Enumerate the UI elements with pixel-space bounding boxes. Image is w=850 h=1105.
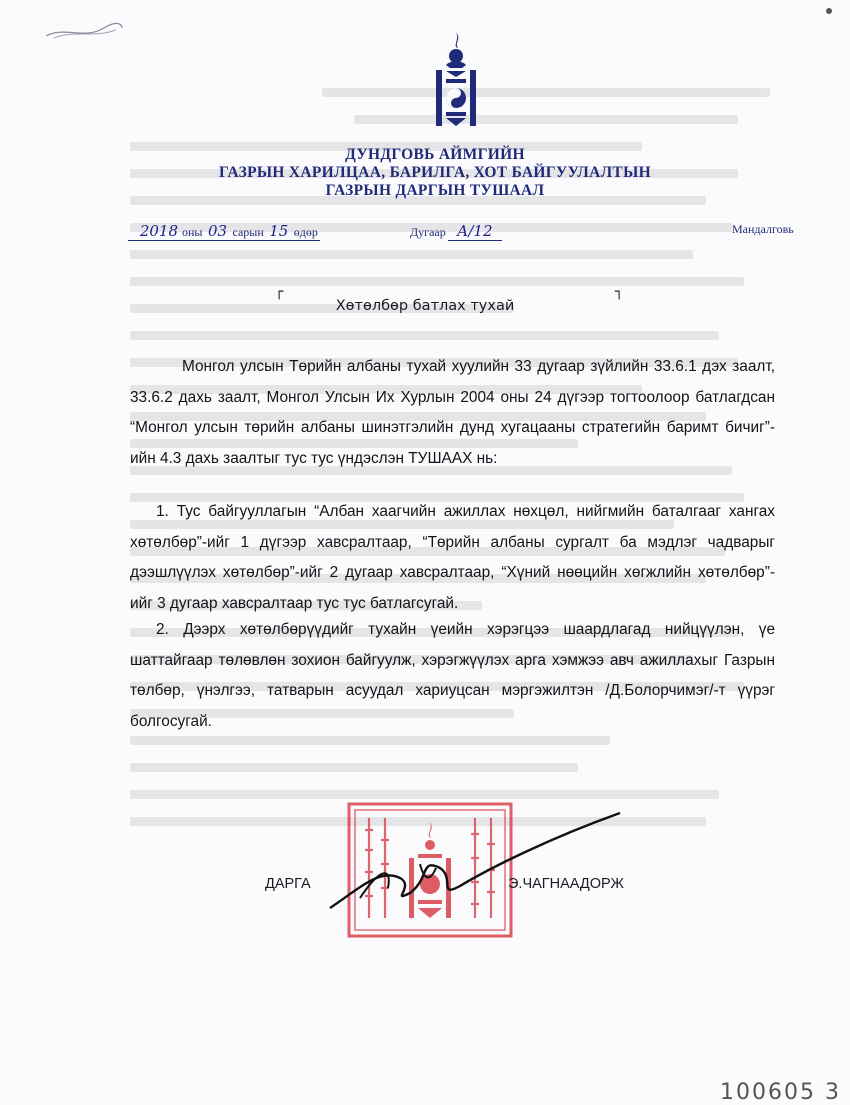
date-year-suffix: оны bbox=[182, 225, 203, 239]
order-number: А/12 bbox=[448, 222, 502, 241]
order-item-2: 2. Дээрх хөтөлбөрүүдийг тухайн үеийн хэрэгцээ шаардлагад нийцүүлэн, үе шаттайгаар төлөвлөн зохион байгуулж, хэрэгжүүлэх арга хэмжээ авч ажиллахыг Газрын төлбөр, үнэлгээ, татварын асуудал хариуцсан мэргэжилтэн /Д.Болорчимэг/-т үүрэг болгосугай. bbox=[130, 621, 775, 730]
order-number-field bbox=[410, 222, 502, 241]
title-bracket-left: ┌ bbox=[275, 284, 284, 300]
order-number-label: Дугаар bbox=[410, 225, 446, 239]
scan-dot bbox=[826, 8, 832, 14]
order-item-1: 1. Тус байгууллагын “Албан хаагчийн ажиллах нөхцөл, нийгмийн баталгааг хангах хөтөлбөр”-ийг 1 дүгээр хавсралтаар, “Төрийн албаны сургалт ба мэдлэг чадварыг дээшлүүлэх хөтөлбөр”-ийг 2 дугаар хавсралтаар, “Хүний нөөцийн хөгжлийн хөтөлбөр”-ийг 3 дугаар хавсралтаар тус тус батлагсугай. bbox=[130, 503, 775, 612]
document-serial-number: 100605 3 bbox=[720, 1080, 841, 1105]
title-bracket-right: ┐ bbox=[615, 284, 624, 300]
header-line-3: ГАЗРЫН ДАРГЫН ТУШААЛ bbox=[325, 182, 545, 199]
signatory-name: Э.ЧАГНААДОРЖ bbox=[508, 876, 624, 892]
place-name: Мандалговь bbox=[732, 222, 794, 236]
date-field bbox=[128, 222, 320, 241]
date-year: 2018 bbox=[128, 222, 180, 241]
date-month-suffix: сарын bbox=[232, 225, 264, 239]
document-title: Хөтөлбөр батлах тухай bbox=[335, 298, 515, 314]
preamble-paragraph: Монгол улсын Төрийн албаны тухай хуулийн 33 дугаар зүйлийн 33.6.1 дэх заалт, 33.6.2 дахь заалт, Монгол Улсын Их Хурлын 2004 оны 24 дүгээр тогтоолоор батлагдсан “Монгол улсын төрийн албаны шинэтгэлийн дунд хугацааны стратегийн баримт бичиг”-ийн 4.3 дахь заалтыг тус тус үндэслэн ТУШААХ нь: bbox=[130, 358, 775, 467]
handwritten-signature bbox=[320, 808, 640, 918]
date-day: 15 bbox=[266, 222, 292, 241]
pen-scratch-mark bbox=[44, 18, 124, 44]
date-month: 03 bbox=[204, 222, 230, 241]
header-line-1: ДУНДГОВЬ АЙМГИЙН bbox=[345, 146, 525, 163]
soyombo-emblem-icon bbox=[432, 30, 480, 130]
header-line-2: ГАЗРЫН ХАРИЛЦАА, БАРИЛГА, ХОТ БАЙГУУЛАЛТЫН bbox=[219, 164, 651, 181]
signatory-title: ДАРГА bbox=[265, 876, 311, 892]
date-day-suffix: өдөр bbox=[293, 225, 318, 239]
